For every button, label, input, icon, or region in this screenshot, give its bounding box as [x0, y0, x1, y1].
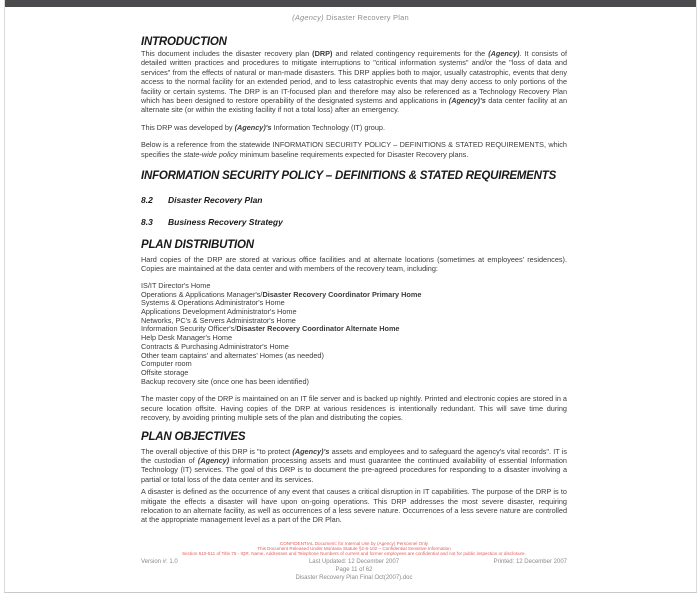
policy-item-label: Business Recovery Strategy: [168, 217, 283, 228]
policy-item-label: Disaster Recovery Plan: [168, 195, 263, 206]
confidential-notice-line-3: Section 510-511 of Title 75 - IQR, Name, Addresses and Telephone Numbers of current and former employees are confidential and not for public inspection or disclosure.: [182, 551, 526, 556]
list-item: IS/IT Director's Home: [141, 280, 211, 290]
list-item: Systems & Operations Administrator's Home: [141, 298, 285, 308]
page-top-bar: [5, 0, 696, 7]
intro-paragraph-1: This document includes the disaster recovery plan (DRP) and related contingency requirements for the (Agency). It consists of detailed written practices and procedures to mitigate interruptions to "critical information systems" and/or the "loss of data and services" from the effects of natural or man-made disasters. This DRP applies both to major, usually catastrophic, events that deny access to the normal facility for an extended period, and to less catastrophic events that may deny access to only portions of the facility or certain systems. The DRP is an IT-focused plan and therefore may also be referenced as a Technology Recovery Plan which has been designed to restore operability of the designated systems and applications in (Agency)'s data center facility at an alternate site (or within the existing facility if not a total loss) after an emergency.: [141, 49, 568, 115]
section-heading-security-policy: INFORMATION SECURITY POLICY – DEFINITIONS & STATED REQUIREMENTS: [141, 170, 557, 183]
objectives-paragraph-1: The overall objective of this DRP is "to protect (Agency)'s assets and employees and to safeguard the agency's vital records". IT is the custodian of (Agency) information processing assets and must guarantee the continued availability of essential Information Technology (IT) services. The goal of this DRP is to document the pre-agreed procedures for responding to a disaster involving a partial or total loss of the data center and its services.: [141, 446, 567, 484]
policy-item-8-2: [141, 195, 567, 205]
list-item: Computer room: [141, 359, 192, 369]
list-item: Applications Development Administrator's Home: [141, 306, 297, 316]
section-heading-plan-objectives: PLAN OBJECTIVES: [141, 430, 246, 443]
page-number: Page 11 of 62: [335, 567, 373, 573]
list-item: Information Security Officer's/Disaster Recovery Coordinator Alternate Home: [141, 324, 400, 334]
list-item: Networks, PC's & Servers Administrator's Home: [141, 315, 296, 325]
page-frame: [4, 0, 697, 593]
policy-item-number: 8.3: [141, 217, 153, 228]
confidential-notice-line-2: This Document Released Under Montana Statute §2-6-102 – Confidential Sensitive Information: [257, 546, 451, 551]
version-label: Version #: 1.0: [141, 559, 178, 565]
running-header: (Agency) Disaster Recovery Plan: [292, 13, 409, 22]
intro-paragraph-2: This DRP was developed by (Agency)'s Information Technology (IT) group.: [141, 122, 386, 132]
confidential-notice-line-1: CONFIDENTIAL Document: for Internal Use by (Agency) Personnel Only: [279, 541, 429, 546]
objectives-paragraph-2: A disaster is defined as the occurrence of any event that causes a critical disruption in IT capabilities. The purpose of the DRP is to mitigate the effects a disaster will have upon on-going operations. This DRP addresses the most severe disaster, requiring relocation to an alternate facility, as well as occurrences of a less severe nature. Occurrences of a less severe nature are controlled at the appropriate management level as a part of the DR Plan.: [141, 487, 567, 525]
list-item: Operations & Applications Manager's/Disaster Recovery Coordinator Primary Home: [141, 289, 422, 299]
document-body: [141, 36, 567, 525]
section-heading-plan-distribution: PLAN DISTRIBUTION: [141, 239, 254, 252]
list-item: Contracts & Purchasing Administrator's Home: [141, 341, 289, 351]
section-heading-introduction: INTRODUCTION: [141, 36, 227, 48]
distribution-list: [141, 282, 567, 386]
list-item: Offsite storage: [141, 367, 189, 377]
policy-item-number: 8.2: [141, 195, 153, 206]
last-updated-label: Last Updated: 12 December 2007: [308, 559, 400, 565]
distribution-closing-paragraph: The master copy of the DRP is maintained on an IT file server and is backed up nightly. Printed and electronic copies are stored in a secure location offsite. Having copies of the DRP at various residences is intentionally redundant. This will save time during recovery, by avoiding printing multiple sets of the plan and distributing the copies.: [141, 394, 567, 423]
list-item: Backup recovery site (once one has been identified): [141, 376, 309, 386]
document-filename: Disaster Recovery Plan Final Oct(2007).doc: [295, 574, 413, 581]
page-footer: [141, 541, 567, 582]
footer-meta-row: [141, 559, 567, 567]
distribution-intro-paragraph: Hard copies of the DRP are stored at various office facilities and at alternate locations (sometimes at employees' residences). Copies are maintained at the data center and with members of the recovery team, including:: [141, 255, 567, 274]
list-item: Help Desk Manager's Home: [141, 333, 233, 343]
intro-paragraph-3: Below is a reference from the statewide INFORMATION SECURITY POLICY – DEFINITIONS & STATED REQUIREMENTS, which specifies the state-wide policy minimum baseline requirements expected for Disaster Recovery plans.: [141, 140, 567, 159]
policy-item-8-3: [141, 217, 567, 227]
list-item: Other team captains' and alternates' Homes (as needed): [141, 350, 324, 360]
printed-label: Printed: 12 December 2007: [493, 559, 567, 565]
